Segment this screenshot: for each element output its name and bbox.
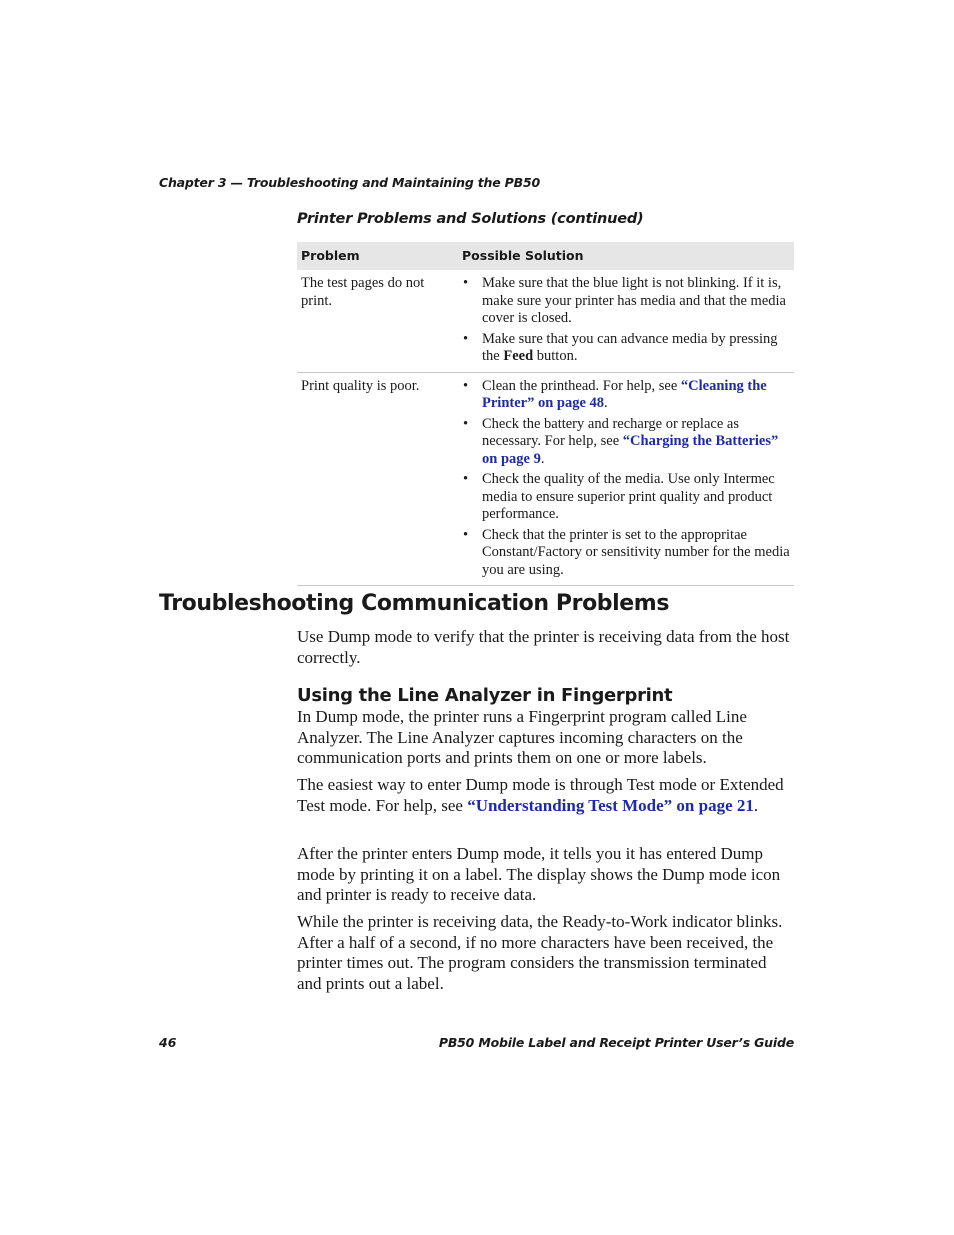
body-paragraph: After the printer enters Dump mode, it tells you it has entered Dump mode by printing it on a label. The display shows the Dump mode icon and printer is ready to receive data. — [297, 844, 781, 904]
solution-item: • Make sure that the blue light is not blinking. If it is, make sure your printer has media and that the media cover is closed. — [482, 275, 790, 328]
problems-solutions-table — [297, 242, 794, 586]
solution-list — [462, 275, 790, 366]
body-paragraph: In Dump mode, the printer runs a Fingerprint program called Line Analyzer. The Line Analyzer captures incoming characters on the communication ports and prints them on one or more labels. — [297, 707, 747, 767]
solution-text: Make sure that you can advance media by pressing the — [482, 330, 778, 364]
solution-item — [482, 416, 790, 469]
section-intro: Use Dump mode to verify that the printer is receiving data from the host correctly. — [297, 627, 790, 667]
solution-list — [462, 378, 790, 580]
table-header-row — [297, 242, 794, 270]
solution-cell — [458, 270, 794, 372]
solution-text: button. — [533, 348, 578, 364]
paragraph-text: The easiest way to enter Dump mode is through Test mode or Extended Test mode. For help, see — [297, 775, 784, 815]
running-header: Chapter 3 — Troubleshooting and Maintaining the PB50 — [159, 175, 540, 190]
solution-item — [482, 331, 790, 366]
solution-text: Clean the printhead. For help, see — [482, 377, 681, 394]
test-mode-link[interactable]: “Understanding Test Mode” on page 21 — [467, 795, 754, 815]
charging-batteries-link[interactable]: “Charging the Batteries” on page 9 — [482, 433, 779, 467]
solution-text: . — [540, 450, 545, 467]
feed-button-name: Feed — [503, 348, 534, 364]
solution-item: • Check that the printer is set to the appropritae Constant/Factory or sensitivity number for the media you are using. — [482, 527, 790, 580]
body-paragraph: While the printer is receiving data, the Ready-to-Work indicator blinks. After a half of a second, if no more characters have been received, the printer times out. The program considers the transmission terminated and prints out a label. — [297, 912, 783, 993]
running-footer-title: PB50 Mobile Label and Receipt Printer User’s Guide — [438, 1035, 794, 1050]
table-row — [297, 372, 794, 586]
column-header-problem: Problem — [297, 242, 458, 270]
cleaning-printer-link[interactable]: “Cleaning the Printer” on page 48 — [482, 377, 767, 411]
table-row — [297, 270, 794, 372]
table-title: Printer Problems and Solutions (continued) — [297, 211, 644, 227]
subsection-heading: Using the Line Analyzer in Fingerprint — [297, 685, 673, 706]
problem-cell: The test pages do not print. — [297, 270, 458, 372]
body-paragraph — [297, 775, 794, 816]
solution-text: . — [604, 395, 608, 411]
solution-cell — [458, 372, 794, 586]
column-header-solution: Possible Solution — [458, 242, 794, 270]
page-number: 46 — [159, 1035, 177, 1050]
solution-text: Check the battery and recharge or replace as necessary. For help, see — [482, 415, 739, 449]
section-heading: Troubleshooting Communication Problems — [159, 591, 670, 616]
solution-item — [482, 378, 790, 413]
solution-item: • Check the quality of the media. Use only Intermec media to ensure superior print quality and product performance. — [482, 471, 790, 524]
paragraph-text: . — [753, 795, 759, 815]
problem-cell: Print quality is poor. — [297, 372, 458, 586]
